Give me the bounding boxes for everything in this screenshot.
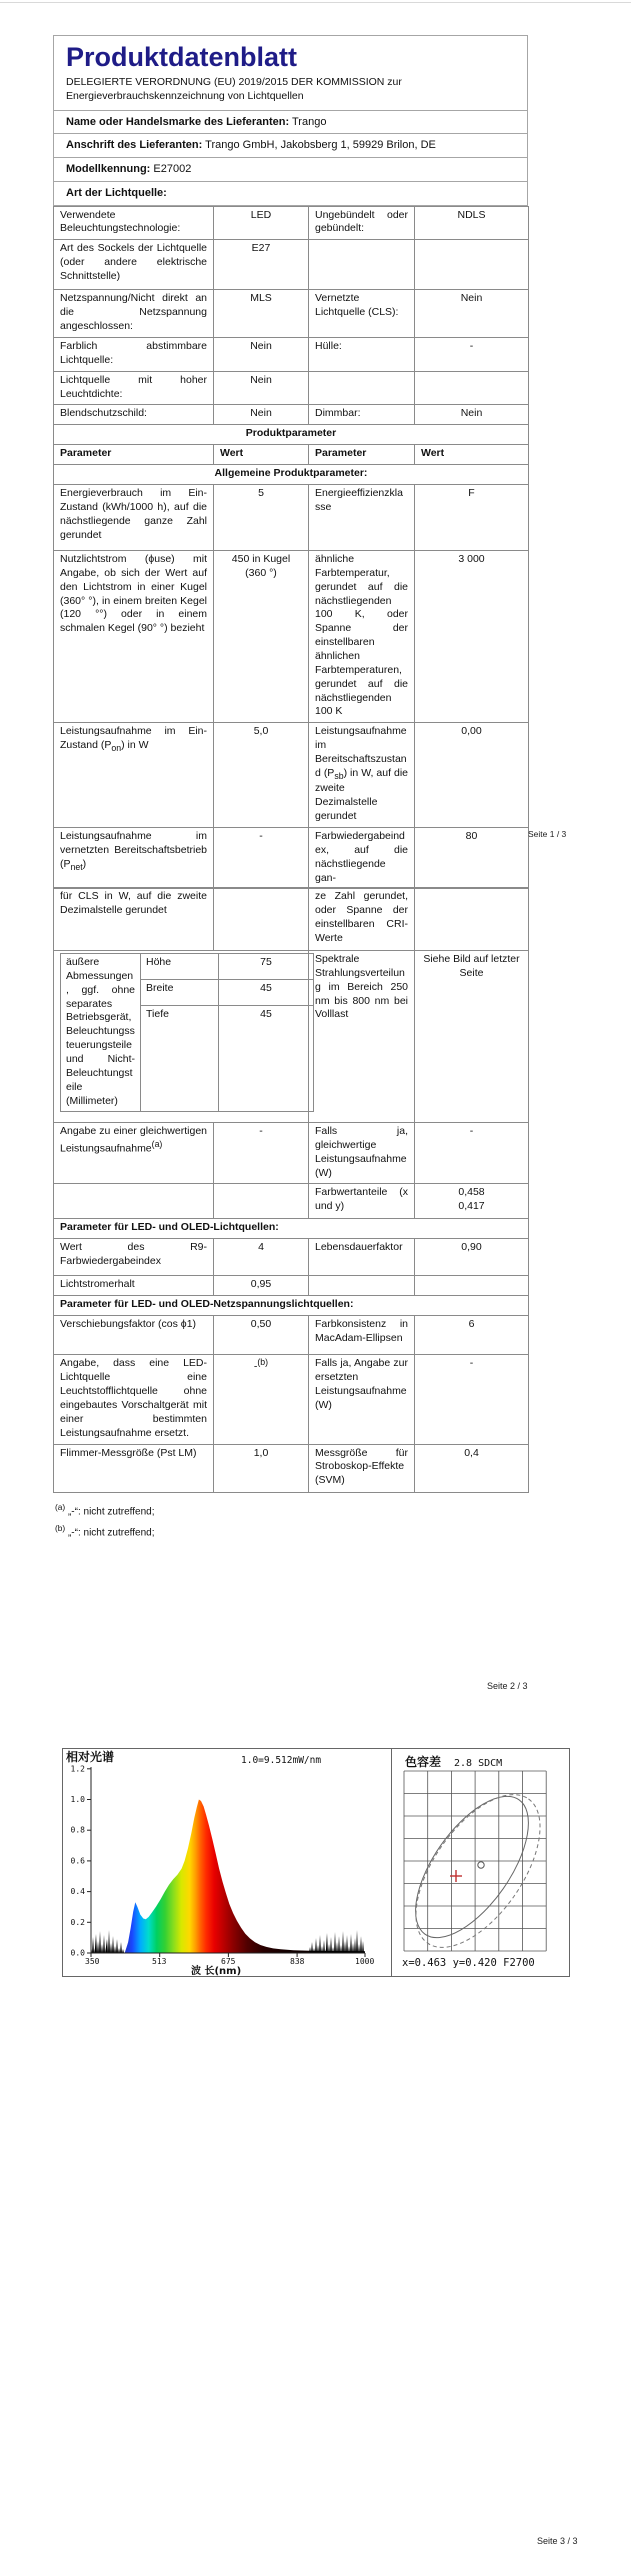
section-header: Allgemeine Produktparameter: — [54, 465, 529, 485]
param-cell: ähnliche Farbtemperatur, gerundet auf die nächstliegenden 100 K, oder Spanne der einstellbaren ähnlichen Farbtemperaturen, gerundet auf die nächstliegenden 100 K — [309, 550, 415, 722]
dim-value: 75 — [219, 954, 314, 980]
spectrum-scale-label: 1.0=9.512mW/nm — [241, 1755, 322, 1766]
section-header: Produktparameter — [54, 425, 529, 445]
noise-spikes-left — [91, 1930, 124, 1953]
supplier-value: Trango — [292, 115, 327, 128]
value-cell — [415, 371, 529, 405]
param-cell: Falls ja, Angabe zur ersetzten Leistungsaufnahme (W) — [309, 1355, 415, 1444]
svg-text:1.0: 1.0 — [70, 1795, 85, 1804]
table-row — [54, 1239, 529, 1276]
value-cell: Nein — [214, 405, 309, 425]
param-cell: Farbwiedergabeindex, auf die nächstliegende gan- — [309, 828, 415, 889]
value-cell — [214, 888, 309, 951]
page-footer-3: Seite 3 / 3 — [537, 2536, 578, 2546]
page-footer-2: Seite 2 / 3 — [487, 1681, 528, 1691]
table-row — [54, 888, 529, 951]
tolerance-ellipse-solid — [394, 1778, 550, 1956]
footnote-b: $^{(b)}$ „-“: nicht zutreffend; — [55, 1522, 155, 1539]
value-cell: 0,90 — [415, 1239, 529, 1276]
value-cell: E27 — [214, 240, 309, 290]
table-row — [54, 1123, 529, 1184]
spectral-chart-box — [62, 1748, 570, 1977]
spectrum-curve — [125, 1800, 365, 1954]
value-cell: - — [214, 1123, 309, 1184]
color-tolerance-value: 2.8 SDCM — [454, 1758, 503, 1769]
value-cell: 0,4 — [415, 1444, 529, 1492]
spectral-plot — [63, 1749, 391, 1976]
section-header: Parameter für LED- und OLED-Lichtquellen: — [54, 1219, 529, 1239]
table-row — [54, 1276, 529, 1296]
dim-value: 45 — [219, 980, 314, 1006]
table-row — [54, 1444, 529, 1492]
value-cell: 1,0 — [214, 1444, 309, 1492]
dim-name: Breite — [141, 980, 219, 1006]
value-cell — [214, 1184, 309, 1219]
svg-text:0.6: 0.6 — [70, 1856, 85, 1866]
table-row — [54, 723, 529, 828]
param-cell: Blendschutzschild: — [54, 405, 214, 425]
footnotes — [53, 1500, 528, 1543]
section-header-row — [54, 1219, 529, 1239]
value-cell: 6 — [415, 1316, 529, 1355]
model-label: Modellkennung: — [66, 163, 151, 176]
param-cell: Lichtquelle mit hoher Leuchtdichte: — [54, 371, 214, 405]
column-header: Parameter — [309, 445, 415, 465]
dimensions-cell — [54, 951, 309, 1123]
section-header-row — [54, 1296, 529, 1316]
address-row — [53, 134, 528, 158]
param-cell: Lebensdauerfaktor — [309, 1239, 415, 1276]
param-cell: Messgröße für Stroboskop-Effekte (SVM) — [309, 1444, 415, 1492]
title-box — [53, 35, 528, 111]
table-row — [54, 828, 529, 889]
param-cell: Verschiebungsfaktor (cos ϕ1) — [54, 1316, 214, 1355]
value-cell: 0,50 — [214, 1316, 309, 1355]
value-cell — [415, 888, 529, 951]
value-cell: 4 — [214, 1239, 309, 1276]
value-cell: - — [415, 337, 529, 371]
dimensions-row — [54, 951, 529, 1123]
value-cell: 0,00 — [415, 723, 529, 828]
value-cell: - — [415, 1355, 529, 1444]
value-cell: Nein — [214, 371, 309, 405]
param-cell: Flimmer-Messgröße (Pst LM) — [54, 1444, 214, 1492]
address-value: Trango GmbH, Jakobsberg 1, 59929 Brilon, DE — [205, 139, 436, 152]
color-tolerance-panel — [392, 1749, 570, 1976]
param-cell: Nutzlichtstrom (ϕuse) mit Angabe, ob sich der Wert auf den Lichtstrom in einer Kugel (360° °), in einem breiten Kegel (120 °°) oder in einem schmalen Kegel (90° °) bezieht — [54, 550, 214, 722]
value-cell: LED — [214, 206, 309, 240]
color-tolerance-title: 色容差 — [405, 1755, 442, 1769]
light-source-type-header: Art der Lichtquelle: — [53, 182, 528, 206]
svg-text:1.2: 1.2 — [70, 1764, 85, 1774]
dim-name: Höhe — [141, 954, 219, 980]
x-axis-label: 波 长(nm) — [191, 1966, 242, 1976]
svg-text:513: 513 — [152, 1957, 167, 1966]
chromaticity-caption: x=0.463 y=0.420 F2700 — [402, 1957, 535, 1969]
noise-spikes-right — [309, 1930, 364, 1953]
value-cell: 0,458 0,417 — [415, 1184, 529, 1219]
param-cell: Farbkonsistenz in MacAdam-Ellipsen — [309, 1316, 415, 1355]
table-row — [54, 405, 529, 425]
value-cell: 0,95 — [214, 1276, 309, 1296]
supplier-label: Name oder Handelsmarke des Lieferanten: — [66, 115, 290, 128]
dim-value: 45 — [219, 1006, 314, 1112]
param-cell: Hülle: — [309, 337, 415, 371]
page-title: Produktdatenblatt — [66, 42, 298, 72]
table-row — [54, 240, 529, 290]
table-row — [54, 337, 529, 371]
param-cell: Netzspannung/Nicht direkt an die Netzspannung angeschlossen: — [54, 290, 214, 338]
param-cell: für CLS in W, auf die zweite Dezimalstelle gerundet — [54, 888, 214, 951]
table-row — [54, 1355, 529, 1444]
column-header: Parameter — [54, 445, 214, 465]
top-divider — [0, 2, 631, 3]
table-row — [54, 550, 529, 722]
model-value: E27002 — [153, 163, 192, 176]
value-cell — [415, 240, 529, 290]
value-cell: - — [214, 828, 309, 889]
value-cell: - — [415, 1123, 529, 1184]
param-cell: Ungebündelt oder gebündelt: — [309, 206, 415, 240]
page-footer-1: Seite 1 / 3 — [528, 829, 567, 839]
svg-text:0.2: 0.2 — [70, 1917, 85, 1927]
svg-text:838: 838 — [290, 1957, 305, 1966]
svg-text:1000: 1000 — [355, 1957, 375, 1966]
svg-text:0.0: 0.0 — [70, 1948, 85, 1958]
macadam-diagram — [392, 1749, 570, 1976]
spectral-plot-panel — [63, 1749, 392, 1976]
regulation-line-2: Energieverbrauchskennzeichnung von Lichtquellen — [66, 89, 304, 102]
param-cell: Leistungsaufnahme im Bereitschaftszustand $(P_{sb})$ in W, auf die zweite Dezimalstelle gerundet — [309, 723, 415, 828]
value-cell: 5 — [214, 484, 309, 550]
page-1 — [53, 35, 528, 889]
value-cell: 5,0 — [214, 723, 309, 828]
param-cell: Energieverbrauch im Ein-Zustand (kWh/1000 h), auf die nächstliegende ganze Zahl gerundet — [54, 484, 214, 550]
value-cell: MLS — [214, 290, 309, 338]
model-row — [53, 158, 528, 182]
param-cell: Energieeffizienzklasse — [309, 484, 415, 550]
param-cell — [309, 1276, 415, 1296]
section-header: Parameter für LED- und OLED-Netzspannungslichtquellen: — [54, 1296, 529, 1316]
param-cell: Art des Sockels der Lichtquelle (oder andere elektrische Schnittstelle) — [54, 240, 214, 290]
value-cell: 3 000 — [415, 550, 529, 722]
svg-text:350: 350 — [85, 1957, 100, 1966]
param-cell: Leistungsaufnahme im Ein-Zustand $(P_{on})$ in W — [54, 723, 214, 828]
value-cell: F — [415, 484, 529, 550]
value-cell — [415, 1276, 529, 1296]
param-cell: Falls ja, gleichwertige Leistungsaufnahme (W) — [309, 1123, 415, 1184]
table-row — [54, 371, 529, 405]
page2-table — [53, 887, 529, 1493]
target-point-marker — [478, 1862, 484, 1868]
macadam-grid — [404, 1771, 546, 1951]
column-header: Wert — [415, 445, 529, 465]
address-label: Anschrift des Lieferanten: — [66, 139, 203, 152]
param-cell — [309, 371, 415, 405]
param-cell — [309, 240, 415, 290]
value-cell: Nein — [415, 290, 529, 338]
param-cell: Leistungsaufnahme im vernetzten Bereitschaftsbetrieb $(P_{net})$ — [54, 828, 214, 889]
dimensions-subtable — [60, 953, 314, 1112]
supplier-row — [53, 111, 528, 135]
value-cell: NDLS — [415, 206, 529, 240]
tolerance-ellipse-dashed — [392, 1774, 565, 1969]
value-cell: 80 — [415, 828, 529, 889]
svg-text:0.4: 0.4 — [70, 1887, 85, 1897]
svg-text:675: 675 — [221, 1957, 236, 1966]
value-cell: Nein — [415, 405, 529, 425]
footnote-a: $^{(a)}$ „-“: nicht zutreffend; — [55, 1501, 155, 1517]
param-cell: ze Zahl gerundet, oder Spanne der einstellbaren CRI-Werte — [309, 888, 415, 951]
y-tick-labels — [71, 1764, 86, 1957]
param-cell: Angabe, dass eine LED-Lichtquelle eine Leuchtstofflichtquelle ohne eingebautes Vorschaltgerät mit einer bestimmten Leistungsaufnahme ersetzt. — [54, 1355, 214, 1444]
param-cell: Vernetzte Lichtquelle (CLS): — [309, 290, 415, 338]
param-cell: Dimmbar: — [309, 405, 415, 425]
table-row — [54, 484, 529, 550]
spectrum-title: 相对光谱 — [66, 1750, 115, 1764]
table-row — [54, 1316, 529, 1355]
dimensions-label: äußere Abmessungen, ggf. ohne separates Betriebsgerät, Beleuchtungssteuerungsteile und Nicht-Beleuchtungsteile (Millimeter) — [61, 954, 141, 1112]
section-header-row — [54, 425, 529, 445]
param-cell: Farblich abstimmbare Lichtquelle: — [54, 337, 214, 371]
param-cell: Spektrale Strahlungsverteilung im Bereich 250 nm bis 800 nm bei Volllast — [309, 951, 415, 1123]
param-cell: Lichtstromerhalt — [54, 1276, 214, 1296]
dim-name: Tiefe — [141, 1006, 219, 1112]
page-2 — [53, 887, 528, 1542]
table-row — [54, 1184, 529, 1219]
param-cell — [54, 1184, 214, 1219]
type-table — [53, 206, 529, 890]
value-cell: Nein — [214, 337, 309, 371]
section-header-row — [54, 465, 529, 485]
value-cell: -$^{(b)}$ — [214, 1355, 309, 1444]
svg-text:0.8: 0.8 — [70, 1825, 85, 1835]
value-cell: 450 in Kugel (360 °) — [214, 550, 309, 722]
column-header-row — [54, 445, 529, 465]
table-row — [54, 206, 529, 240]
value-cell: Siehe Bild auf letzter Seite — [415, 951, 529, 1123]
regulation-line-1: DELEGIERTE VERORDNUNG (EU) 2019/2015 DER KOMMISSION zur — [66, 76, 402, 89]
param-cell: Angabe zu einer gleichwertigen Leistungsaufnahme$^{(a)}$ — [54, 1123, 214, 1184]
param-cell: Verwendete Beleuchtungstechnologie: — [54, 206, 214, 240]
y-tick-marks — [87, 1769, 91, 1953]
param-cell: Wert des R9-Farbwiedergabeindex — [54, 1239, 214, 1276]
x-tick-labels — [85, 1957, 374, 1966]
column-header: Wert — [214, 445, 309, 465]
param-cell: Farbwertanteile (x und y) — [309, 1184, 415, 1219]
table-row — [54, 290, 529, 338]
